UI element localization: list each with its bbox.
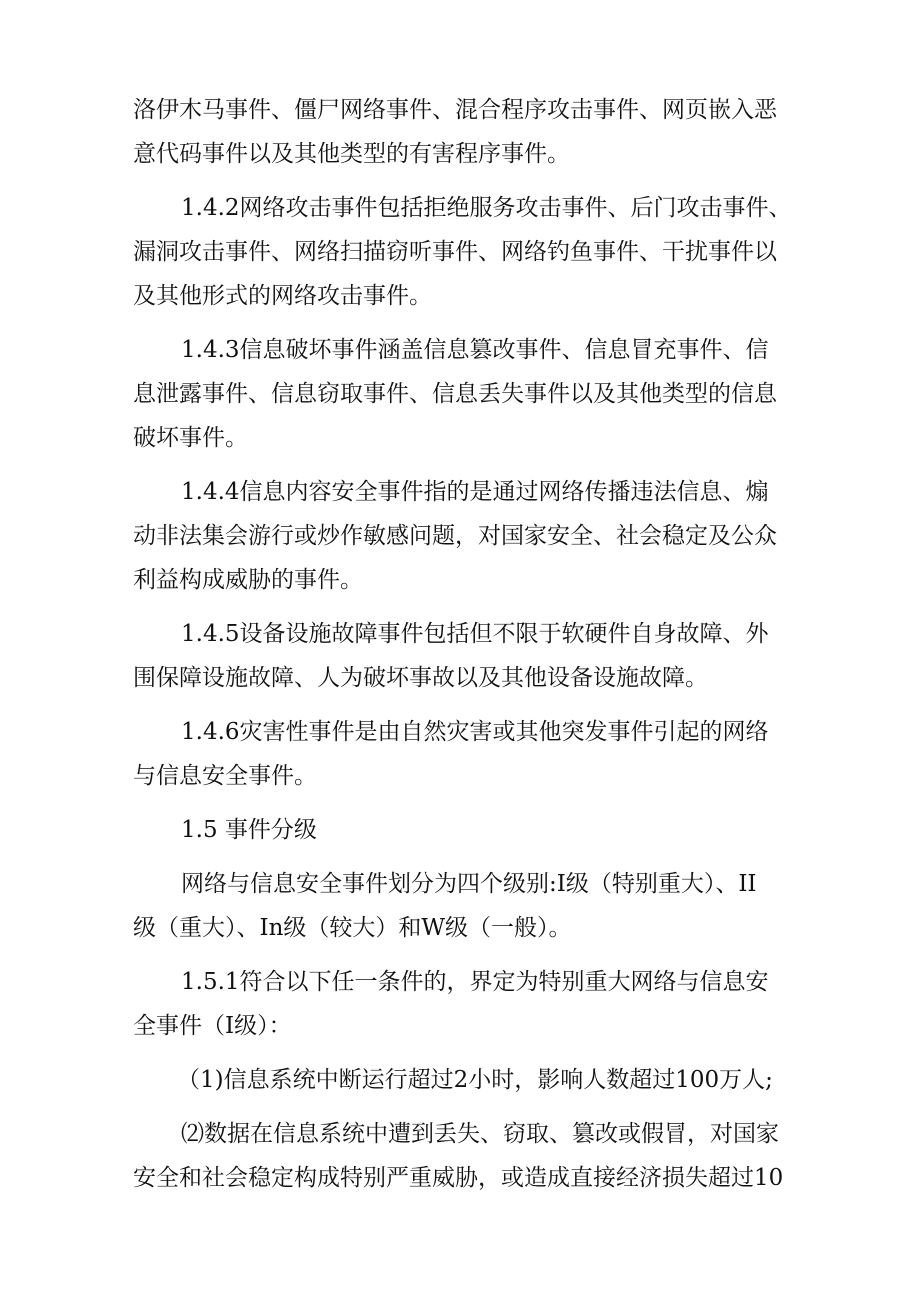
text-line: 洛伊木马事件、僵尸网络事件、混合程序攻击事件、网页嵌入恶: [133, 97, 777, 123]
text-line: 与信息安全事件。: [133, 763, 317, 789]
text-line: 息泄露事件、信息窃取事件、信息丢失事件以及其他类型的信息: [133, 381, 777, 407]
text-line: 围保障设施故障、人为破坏事故以及其他设备设施故障。: [133, 665, 708, 691]
paragraph-malware-continued: [133, 88, 793, 176]
paragraph-1-4-5: [133, 612, 793, 700]
paragraph-1-4-4: [133, 470, 793, 602]
section-heading-1-5: [133, 808, 793, 852]
text-line: 全事件（I级）：: [133, 1013, 292, 1039]
text-line: 利益构成威胁的事件。: [133, 567, 363, 593]
list-item-2: [133, 1112, 793, 1200]
text-line: 1.4.3信息破坏事件涵盖信息篡改事件、信息冒充事件、信: [181, 337, 769, 363]
text-line: 1.4.5设备设施故障事件包括但不限于软硬件自身故障、外: [181, 621, 769, 647]
text-line: 1.5.1符合以下任一条件的，界定为特别重大网络与信息安: [181, 969, 769, 995]
paragraph-1-4-6: [133, 710, 793, 798]
text-line: 1.5 事件分级: [181, 817, 317, 843]
list-item-1: [133, 1058, 793, 1102]
text-line: 及其他形式的网络攻击事件。: [133, 283, 432, 309]
text-line: 意代码事件以及其他类型的有害程序事件。: [133, 141, 570, 167]
paragraph-1-4-3: [133, 328, 793, 460]
text-line: 网络与信息安全事件划分为四个级别:I级（特别重大）、II: [181, 871, 757, 897]
text-line: 1.4.4信息内容安全事件指的是通过网络传播违法信息、煽: [181, 479, 769, 505]
text-line: ⑵数据在信息系统中遭到丢失、窃取、篡改或假冒，对国家: [181, 1121, 779, 1147]
paragraph-1-4-2: [133, 186, 793, 318]
text-line: 漏洞攻击事件、网络扫描窃听事件、网络钓鱼事件、干扰事件以: [133, 239, 777, 265]
text-line: 1.4.6灾害性事件是由自然灾害或其他突发事件引起的网络: [181, 719, 769, 745]
paragraph-1-5-1: [133, 960, 793, 1048]
document-body: [133, 88, 793, 1200]
text-line: 级（重大）、In级（较大）和W级（一般）。: [133, 915, 572, 941]
text-line: （1)信息系统中断运行超过2小时，影响人数超过100万人;: [177, 1067, 773, 1093]
paragraph-levels: [133, 862, 793, 950]
text-line: 安全和社会稳定构成特别严重威胁，或造成直接经济损失超过10: [133, 1165, 784, 1191]
text-line: 破坏事件。: [133, 425, 248, 451]
text-line: 动非法集会游行或炒作敏感问题，对国家安全、社会稳定及公众: [133, 523, 777, 549]
text-line: 1.4.2网络攻击事件包括拒绝服务攻击事件、后门攻击事件、: [181, 195, 792, 221]
